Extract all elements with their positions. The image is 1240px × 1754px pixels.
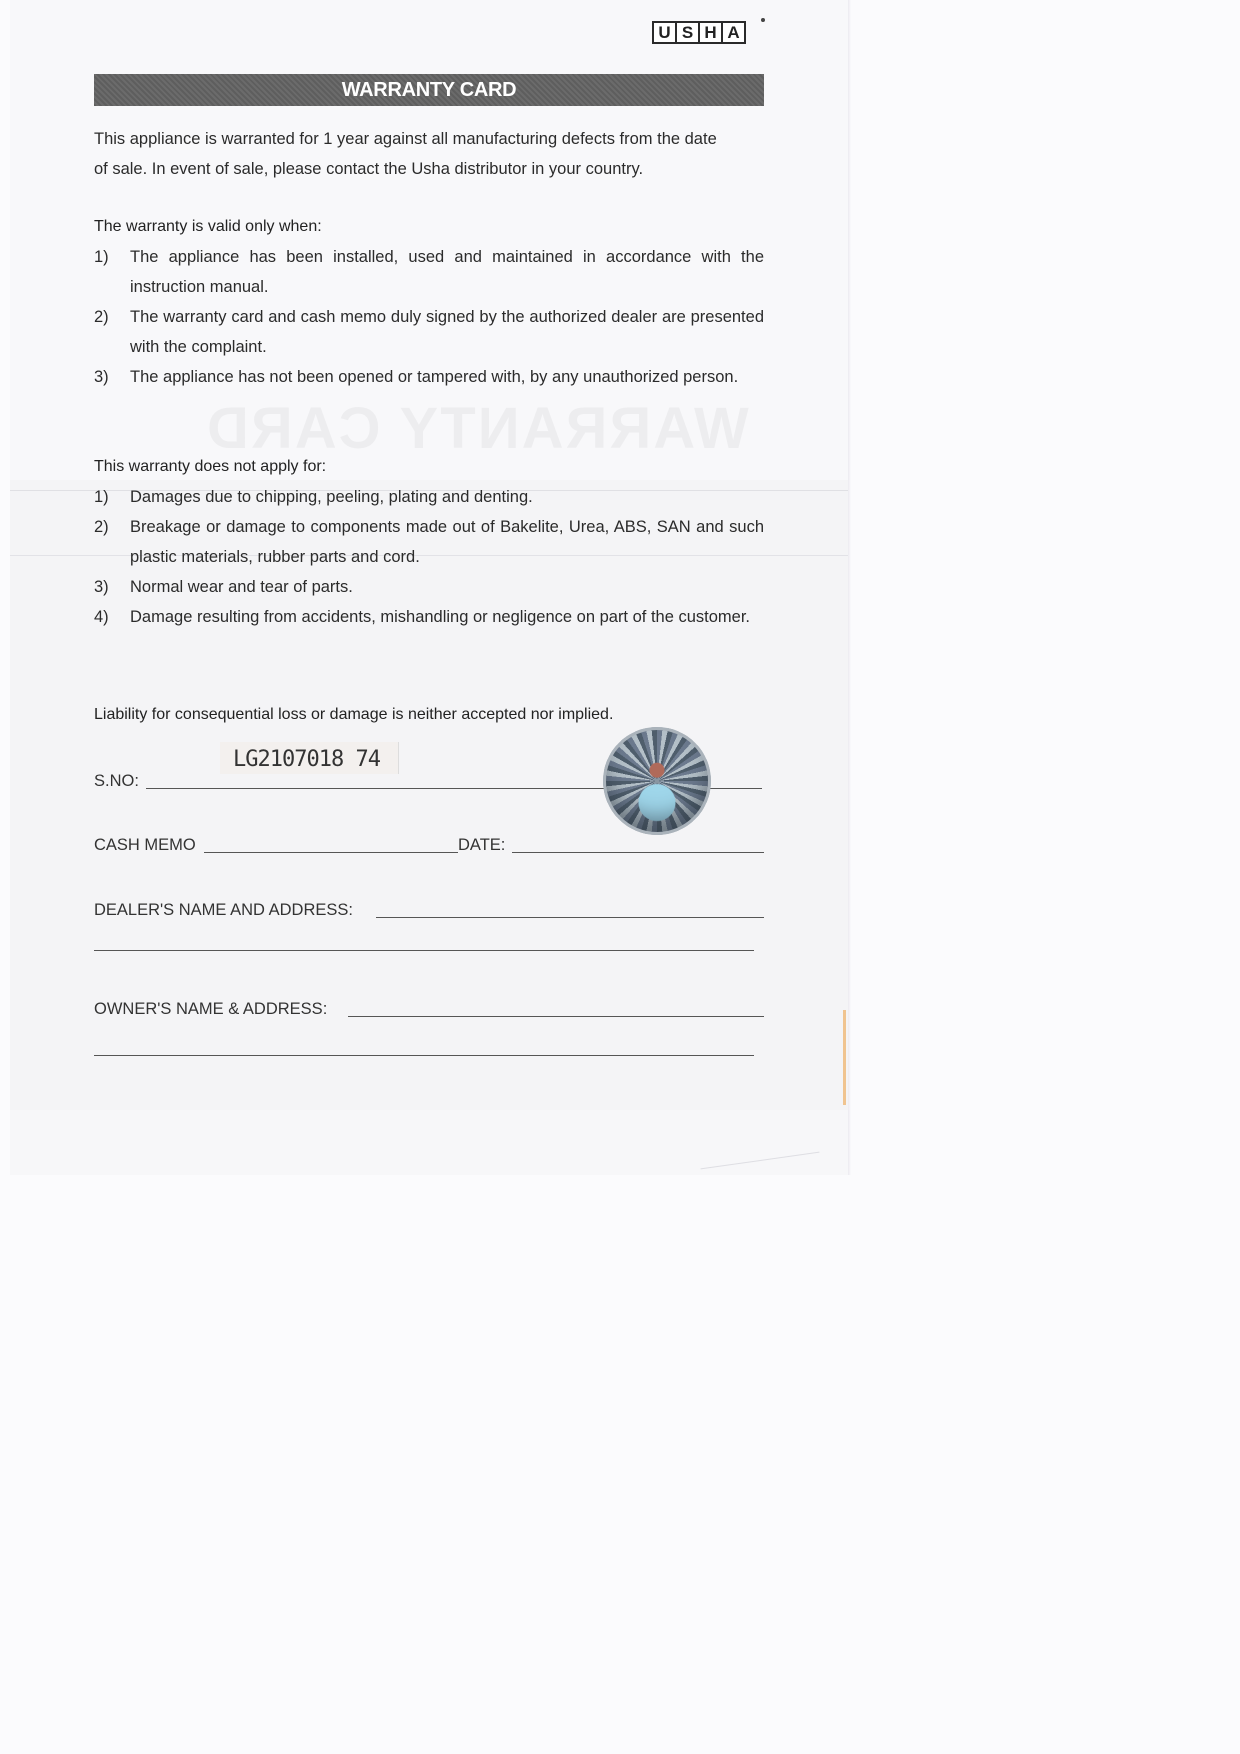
list-item-text: Normal wear and tear of parts. <box>130 578 353 596</box>
liability-statement: Liability for consequential loss or damage is neither accepted nor implied. <box>94 706 614 723</box>
list-item <box>94 602 764 632</box>
list-item-number: 1) <box>94 248 109 266</box>
list-item <box>94 242 764 302</box>
list-item <box>94 362 764 392</box>
list-item-text: Damages due to chipping, peeling, plating and denting. <box>130 488 533 506</box>
list-item <box>94 572 764 602</box>
intro-line: of sale. In event of sale, please contact the Usha distributor in your country. <box>94 160 644 178</box>
usha-logo <box>652 21 746 44</box>
logo-letter: U <box>654 23 675 42</box>
list-item-number: 3) <box>94 578 109 596</box>
list-item-text: Breakage or damage to components made out of Bakelite, Urea, ABS, SAN and such plastic materials, rubber parts and cord. <box>130 518 764 566</box>
serial-number-value: LG2107018 74 <box>233 747 380 772</box>
warranty-card-title: WARRANTY CARD <box>94 74 764 106</box>
dealer-name-address-label: DEALER'S NAME AND ADDRESS: <box>94 901 353 919</box>
cash-memo-line[interactable] <box>204 852 458 853</box>
list-item <box>94 302 764 362</box>
mirrored-watermark <box>205 400 749 458</box>
list-item-text: Damage resulting from accidents, mishandling or negligence on part of the customer. <box>130 608 750 626</box>
list-item-text: The appliance has been installed, used and maintained in accordance with the instruction manual. <box>130 248 764 296</box>
list-item-number: 4) <box>94 608 109 626</box>
serial-number-label: S.NO: <box>94 772 139 790</box>
logo-letter: A <box>723 23 744 42</box>
list-item <box>94 512 764 572</box>
list-item-text: The appliance has not been opened or tampered with, by any unauthorized person. <box>130 368 739 386</box>
list-item-number: 1) <box>94 488 109 506</box>
date-line[interactable] <box>512 852 764 853</box>
owner-name-address-label: OWNER'S NAME & ADDRESS: <box>94 1000 328 1018</box>
date-label: DATE: <box>458 836 506 854</box>
logo-letter: H <box>700 23 721 42</box>
cash-memo-label: CASH MEMO <box>94 836 196 854</box>
logo-registered-mark <box>761 18 765 22</box>
valid-conditions-list <box>94 242 764 392</box>
owner-name-address-line[interactable] <box>348 1016 764 1017</box>
exclusions-list <box>94 482 764 632</box>
list-item <box>94 482 764 512</box>
list-item-text: The warranty card and cash memo duly signed by the authorized dealer are presented with the complaint. <box>130 308 764 356</box>
paper-edge-mark <box>843 1010 846 1105</box>
list-item-number: 3) <box>94 368 109 386</box>
sheet-edge-shadow <box>848 0 851 1175</box>
warranty-intro <box>94 124 764 184</box>
intro-line: This appliance is warranted for 1 year against all manufacturing defects from the date <box>94 130 717 148</box>
dealer-name-address-line[interactable] <box>376 917 764 918</box>
list-item-number: 2) <box>94 308 109 326</box>
list-item-number: 2) <box>94 518 109 536</box>
owner-address-second-line[interactable] <box>94 1055 754 1056</box>
valid-conditions-heading: The warranty is valid only when: <box>94 218 322 235</box>
exclusions-heading: This warranty does not apply for: <box>94 458 327 475</box>
logo-letter: S <box>677 23 698 42</box>
hologram-seal <box>603 727 711 835</box>
dealer-address-second-line[interactable] <box>94 950 754 951</box>
